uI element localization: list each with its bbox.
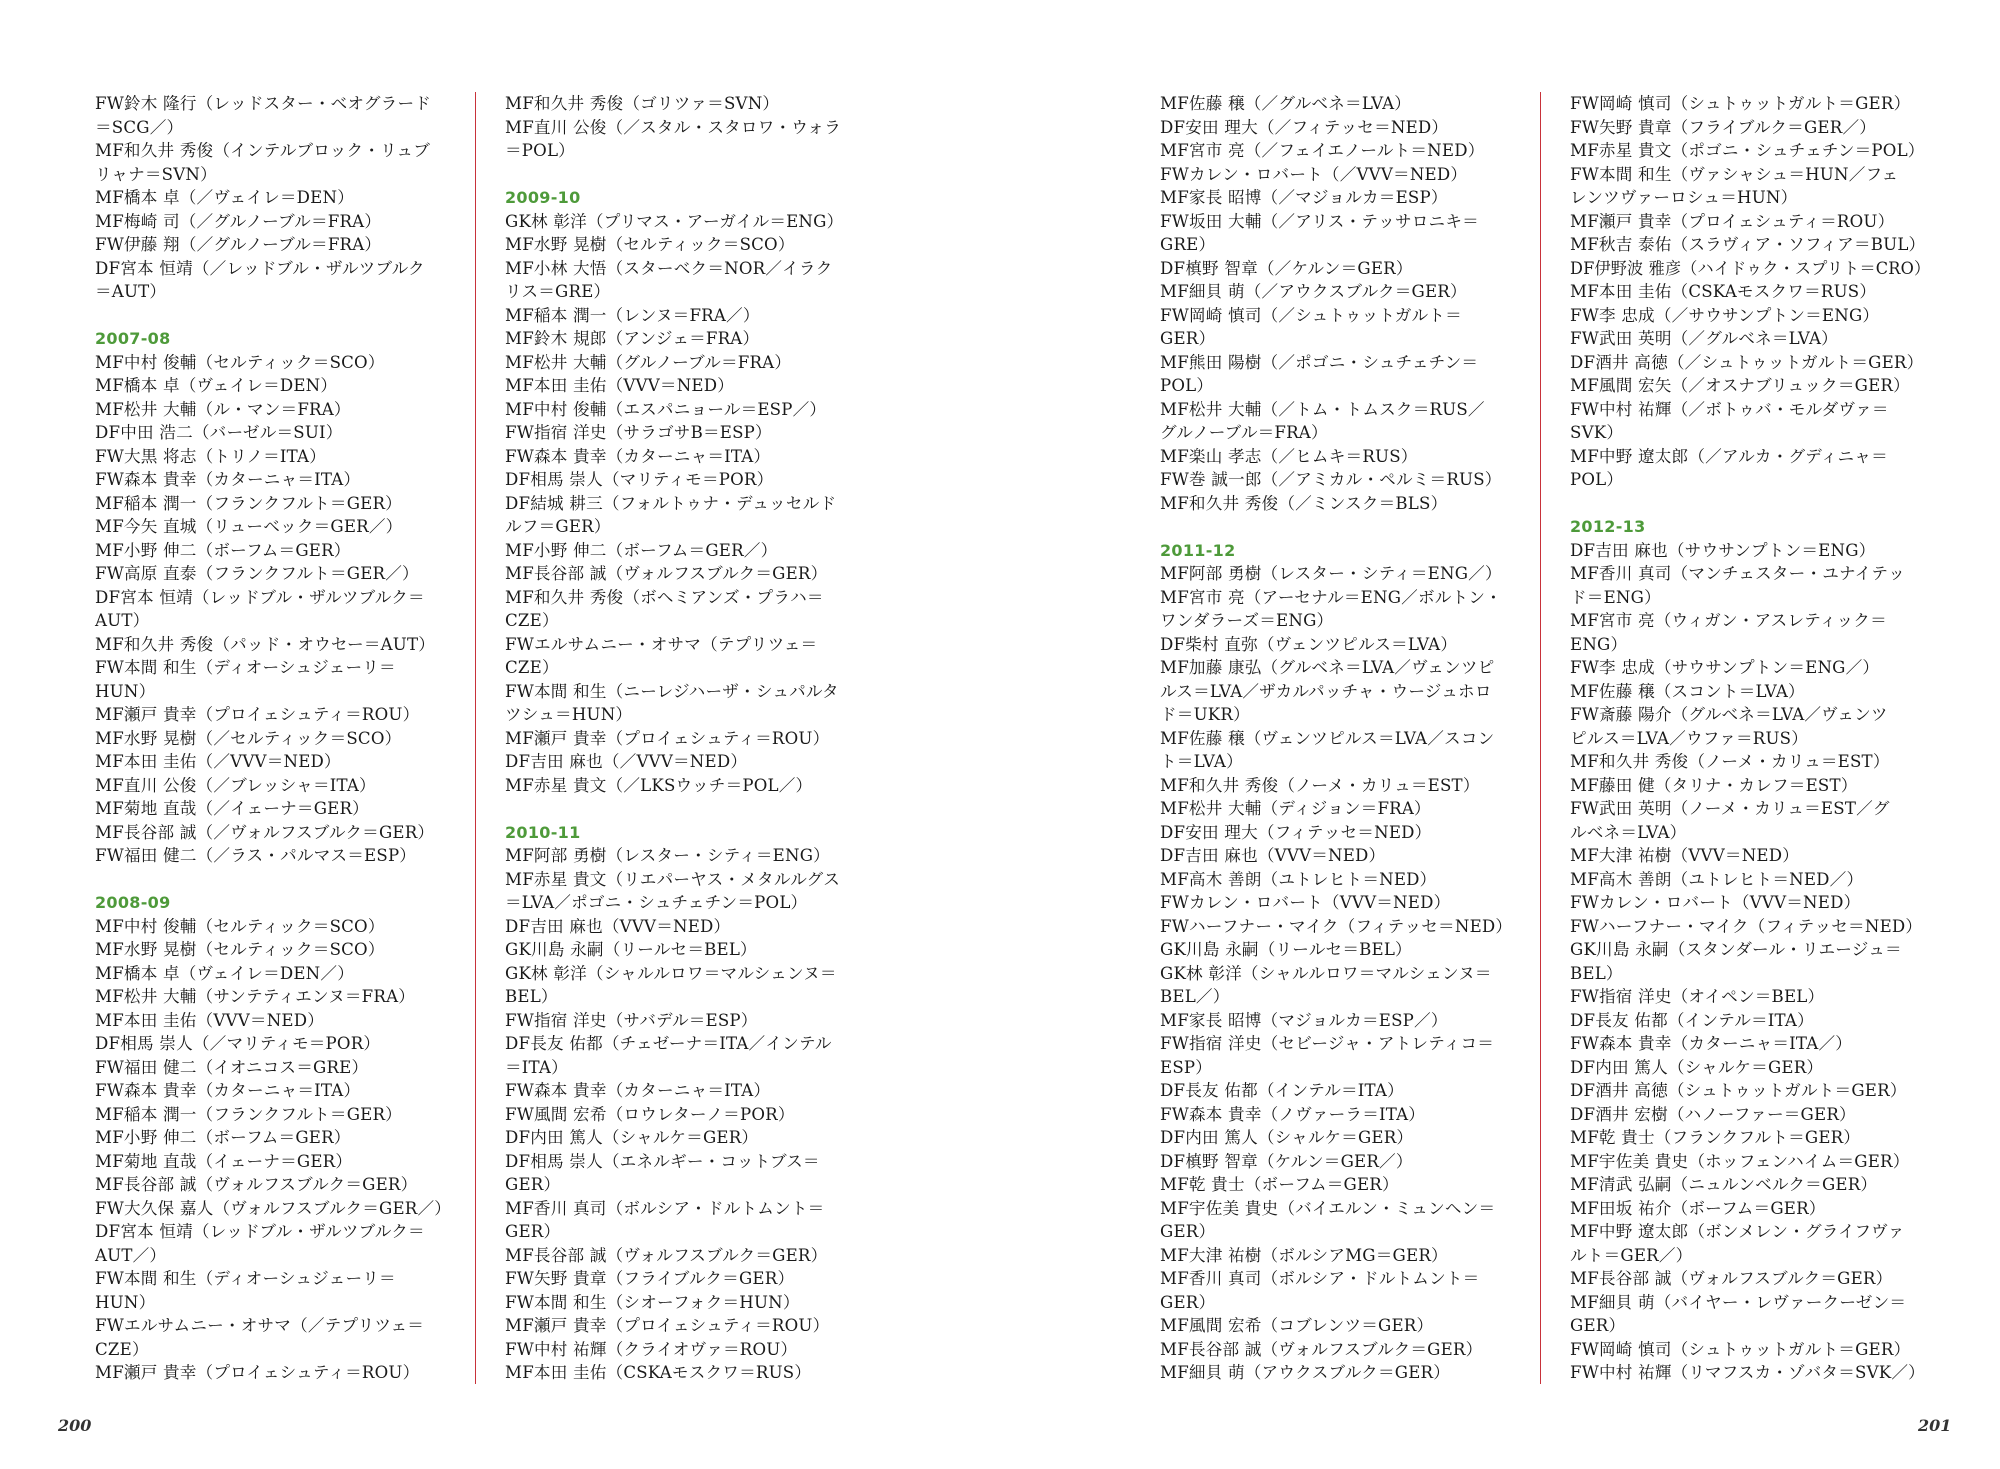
transfer-line: FW高原 直泰（フランクフルト＝GER／） <box>95 564 419 583</box>
transfer-line: FW森本 貴幸（カターニャ＝ITA） <box>95 1081 361 1100</box>
transfer-line: MF橋本 卓（ヴェイレ＝DEN） <box>95 376 338 395</box>
transfer-line: MF稲本 潤一（フランクフルト＝GER） <box>95 493 402 513</box>
transfer-line: DF内田 篤人（シャルケ＝GER） <box>505 1128 759 1147</box>
transfer-line: FW森本 貴幸（ノヴァーラ＝ITA） <box>1160 1104 1426 1124</box>
season-heading: 2012-13 <box>1570 517 1646 536</box>
transfer-line: FW指宿 洋史（サラゴサB＝ESP） <box>505 423 772 442</box>
transfer-line: MF直川 公俊（／ブレッシャ＝ITA） <box>95 775 376 795</box>
transfer-line: FW岡崎 慎司（／シュトゥットガルト＝ <box>1160 305 1462 325</box>
column-divider-right <box>1540 92 1541 1384</box>
transfer-line: MF松井 大輔（／トム・トムスク＝RUS／ <box>1160 399 1485 419</box>
transfer-line: MF橋本 卓（／ヴェイレ＝DEN） <box>95 188 354 207</box>
transfer-line: MF松井 大輔（サンテティエンヌ＝FRA） <box>95 987 416 1006</box>
transfer-line: MF松井 大輔（グルノーブル＝FRA） <box>505 352 792 372</box>
transfer-line: ＝SCG／） <box>95 117 184 137</box>
transfer-line: MF瀬戸 貴幸（プロイェシュティ＝ROU） <box>95 1363 420 1382</box>
transfer-line: MF香川 真司（マンチェスター・ユナイテッ <box>1570 564 1906 583</box>
transfer-line: MF水野 晃樹（セルティック＝SCO） <box>505 235 795 254</box>
transfer-line: MF稲本 潤一（レンヌ＝FRA／） <box>505 305 760 325</box>
transfer-line: FW指宿 洋史（オイペン＝BEL） <box>1570 987 1825 1006</box>
season-heading: 2010-11 <box>505 822 581 842</box>
transfer-line: MF小野 伸二（ボーフム＝GER） <box>95 1128 351 1147</box>
transfer-line: DF内田 篤人（シャルケ＝GER） <box>1160 1128 1414 1147</box>
transfer-line: MF和久井 秀俊（インテルブロック・リュブ <box>95 141 431 160</box>
transfer-line: BEL） <box>505 987 558 1006</box>
transfer-line: MF和久井 秀俊（ゴリツァ＝SVN） <box>505 94 780 113</box>
transfer-line: HUN） <box>95 1292 156 1312</box>
transfer-line: MF本田 圭佑（VVV＝NED） <box>505 376 735 395</box>
transfer-line: MF松井 大輔（ル・マン＝FRA） <box>95 399 351 419</box>
transfer-line: DF安田 理大（フィテッセ＝NED） <box>1160 822 1432 842</box>
transfer-line: GK川島 永嗣（リールセ＝BEL） <box>505 940 757 959</box>
season-heading: 2009-10 <box>505 188 581 207</box>
transfer-line: MF熊田 陽樹（／ポゴニ・シュチェチン＝ <box>1160 352 1479 372</box>
transfer-line: ド＝UKR） <box>1160 705 1250 724</box>
transfer-line: MF宮市 亮（アーセナル＝ENG／ボルトン・ <box>1160 587 1502 607</box>
transfer-line: グルノーブル＝FRA） <box>1160 423 1328 442</box>
transfer-line: GK林 彰洋（シャルルロワ＝マルシェンヌ＝ <box>505 963 837 983</box>
transfer-line: DF宮本 恒靖（レッドブル・ザルツブルク＝ <box>95 1222 425 1241</box>
transfer-line: ツシュ＝HUN） <box>505 705 633 724</box>
text-column-3 <box>1160 92 1520 1385</box>
column-divider-left <box>475 92 476 1384</box>
transfer-line: MF本田 圭佑（／VVV＝NED） <box>95 752 341 771</box>
transfer-line: FW岡崎 慎司（シュトゥットガルト＝GER） <box>1570 94 1911 113</box>
transfer-line: MF本田 圭佑（VVV＝NED） <box>95 1010 325 1030</box>
transfer-line: BEL） <box>1570 963 1623 983</box>
transfer-line: FW指宿 洋史（サバデル＝ESP） <box>505 1010 758 1030</box>
transfer-line: ＝AUT） <box>95 282 167 301</box>
transfer-line: ルス＝LVA／ザカルパッチャ・ウージュホロ <box>1160 681 1492 701</box>
transfer-line: MF水野 晃樹（／セルティック＝SCO） <box>95 728 402 748</box>
transfer-line: FW福田 健二（イオニコス＝GRE） <box>95 1057 369 1077</box>
transfer-line: MF和久井 秀俊（ボヘミアンズ・プラハ＝ <box>505 587 824 607</box>
transfer-line: MF小野 伸二（ボーフム＝GER） <box>95 540 351 560</box>
transfer-line: MF菊地 直哉（／イェーナ＝GER） <box>95 799 369 818</box>
transfer-line: MF赤星 貴文（ポゴニ・シュチェチン＝POL） <box>1570 141 1925 160</box>
transfer-line: FW矢野 貴章（フライブルク＝GER／） <box>1570 117 1877 137</box>
transfer-line: MF細貝 萌（バイヤー・レヴァークーゼン＝ <box>1570 1292 1907 1312</box>
transfer-line: MF瀬戸 貴幸（プロイェシュティ＝ROU） <box>505 728 830 748</box>
transfer-line: GER） <box>505 1222 561 1241</box>
transfer-line: CZE） <box>505 658 559 677</box>
transfer-line: MF大津 祐樹（VVV＝NED） <box>1570 846 1800 865</box>
transfer-line: MF中野 遼太郎（ボンメレン・グライフヴァ <box>1570 1222 1905 1241</box>
transfer-line: MF小野 伸二（ボーフム＝GER／） <box>505 540 778 560</box>
transfer-line: FWエルサムニー・オサマ（／テプリツェ＝ <box>95 1316 425 1335</box>
transfer-line: MF阿部 勇樹（レスター・シティ＝ENG） <box>505 846 830 865</box>
season-heading: 2008-09 <box>95 893 171 912</box>
transfer-line: DF長友 佑都（チェゼーナ＝ITA／インテル <box>505 1034 832 1053</box>
transfer-line: GER） <box>1570 1316 1626 1335</box>
transfer-line: FW大黒 将志（トリノ＝ITA） <box>95 446 327 466</box>
text-column-4 <box>1570 92 1930 1385</box>
transfer-line: DF相馬 崇人（／マリティモ＝POR） <box>95 1034 381 1053</box>
transfer-line: MF清武 弘嗣（ニュルンベルク＝GER） <box>1570 1175 1878 1194</box>
transfer-line: MF高木 善朗（ユトレヒト＝NED） <box>1160 869 1437 889</box>
transfer-line: MF直川 公俊（／スタル・スタロワ・ウォラ <box>505 117 842 137</box>
transfer-line: FW森本 貴幸（カターニャ＝ITA／） <box>1570 1034 1853 1053</box>
transfer-line: FW大久保 嘉人（ヴォルフスブルク＝GER／） <box>95 1198 452 1218</box>
transfer-line: MF梅崎 司（／グルノーブル＝FRA） <box>95 211 382 231</box>
transfer-line: GK林 彰洋（プリマス・アーガイル＝ENG） <box>505 211 844 231</box>
transfer-line: ENG） <box>1570 634 1628 654</box>
transfer-line: MF稲本 潤一（フランクフルト＝GER） <box>95 1104 402 1124</box>
transfer-line: MF田坂 祐介（ボーフム＝GER） <box>1570 1198 1826 1218</box>
transfer-line: MF和久井 秀俊（パッド・オウセー＝AUT） <box>95 634 436 654</box>
transfer-line: DF長友 佑都（インテル＝ITA） <box>1570 1010 1814 1030</box>
transfer-line: DF吉田 麻也（／VVV＝NED） <box>505 752 748 771</box>
transfer-line: FW指宿 洋史（セビージャ・アトレティコ＝ <box>1160 1034 1495 1053</box>
transfer-line: POL） <box>1570 470 1624 489</box>
transfer-line: FW森本 貴幸（カターニャ＝ITA） <box>505 1081 771 1100</box>
transfer-line: DF内田 篤人（シャルケ＝GER） <box>1570 1057 1824 1077</box>
transfer-line: DF伊野波 雅彦（ハイドゥク・スプリト＝CRO） <box>1570 258 1931 278</box>
transfer-line: MF香川 真司（ボルシア・ドルトムント＝ <box>505 1198 825 1218</box>
transfer-line: MF中村 俊輔（エスパニョール＝ESP／） <box>505 399 827 419</box>
transfer-line: MF秋吉 泰佑（スラヴィア・ソフィア＝BUL） <box>1570 235 1926 254</box>
transfer-line: DF酒井 高徳（シュトゥットガルト＝GER） <box>1570 1081 1907 1100</box>
transfer-line: MF小林 大悟（スターベク＝NOR／イラク <box>505 258 833 278</box>
transfer-line: DF槙野 智章（ケルン＝GER／） <box>1160 1151 1413 1171</box>
transfer-line: FWカレン・ロバート（VVV＝NED） <box>1160 893 1451 912</box>
transfer-line: DF安田 理大（／フィテッセ＝NED） <box>1160 117 1449 137</box>
transfer-line: MF宇佐美 貴史（バイエルン・ミュンヘン＝ <box>1160 1198 1496 1218</box>
transfer-line: MF佐藤 穣（／グルベネ＝LVA） <box>1160 94 1412 113</box>
transfer-line: DF宮本 恒靖（レッドブル・ザルツブルク＝ <box>95 587 425 607</box>
transfer-line: MF香川 真司（ボルシア・ドルトムント＝ <box>1160 1269 1480 1288</box>
transfer-line: リス＝GRE） <box>505 282 611 301</box>
page-number-left: 200 <box>58 1416 92 1435</box>
transfer-line: FW斎藤 陽介（グルベネ＝LVA／ヴェンツ <box>1570 705 1888 724</box>
transfer-line: DF槙野 智章（／ケルン＝GER） <box>1160 258 1413 278</box>
transfer-line: MF松井 大輔（ディジョン＝FRA） <box>1160 799 1431 818</box>
transfer-line: FW本間 和生（シオーフォク＝HUN） <box>505 1292 800 1312</box>
transfer-line: MF乾 貴士（フランクフルト＝GER） <box>1570 1128 1861 1147</box>
text-column-2 <box>505 92 865 1385</box>
transfer-line: FW森本 貴幸（カターニャ＝ITA） <box>95 470 361 489</box>
season-heading: 2011-12 <box>1160 540 1236 560</box>
transfer-line: DF酒井 高徳（／シュトゥットガルト＝GER） <box>1570 352 1924 372</box>
transfer-line: リャナ＝SVN） <box>95 164 217 184</box>
transfer-line: FW本間 和生（ディオーシュジェーリ＝ <box>95 658 396 677</box>
transfer-line: CZE） <box>505 611 559 630</box>
transfer-line: DF吉田 麻也（VVV＝NED） <box>505 916 731 936</box>
transfer-line: MF長谷部 誠（／ヴォルフスブルク＝GER） <box>95 822 435 842</box>
transfer-line: MF長谷部 誠（ヴォルフスブルク＝GER） <box>505 1245 828 1265</box>
transfer-line: FWカレン・ロバート（VVV＝NED） <box>1570 893 1861 912</box>
transfer-line: MF水野 晃樹（セルティック＝SCO） <box>95 940 385 959</box>
transfer-line: MF宇佐美 貴史（ホッフェンハイム＝GER） <box>1570 1151 1910 1171</box>
transfer-line: FW李 忠成（／サウサンプトン＝ENG） <box>1570 305 1880 325</box>
transfer-line: MF中村 俊輔（セルティック＝SCO） <box>95 916 385 936</box>
transfer-line: MF長谷部 誠（ヴォルフスブルク＝GER） <box>95 1175 418 1194</box>
transfer-line: DF長友 佑都（インテル＝ITA） <box>1160 1081 1404 1100</box>
transfer-line: ワンダラーズ＝ENG） <box>1160 611 1334 630</box>
transfer-line: MF瀬戸 貴幸（プロイェシュティ＝ROU） <box>505 1316 830 1335</box>
transfer-line: ルフ＝GER） <box>505 517 611 536</box>
transfer-line: POL） <box>1160 376 1214 395</box>
transfer-line: ピルス＝LVA／ウファ＝RUS） <box>1570 728 1809 748</box>
transfer-line: MF楽山 孝志（／ヒムキ＝RUS） <box>1160 446 1418 466</box>
transfer-line: MF細貝 萌（アウクスブルク＝GER） <box>1160 1363 1450 1382</box>
transfer-line: GK林 彰洋（シャルルロワ＝マルシェンヌ＝ <box>1160 963 1492 983</box>
transfer-line: MF赤星 貴文（／LKSウッチ＝POL／） <box>505 775 813 795</box>
transfer-line: SVK） <box>1570 423 1624 442</box>
season-heading: 2007-08 <box>95 329 171 348</box>
transfer-line: FW伊藤 翔（／グルノーブル＝FRA） <box>95 235 382 254</box>
transfer-line: DF結城 耕三（フォルトゥナ・デュッセルド <box>505 493 837 513</box>
transfer-line: MF長谷部 誠（ヴォルフスブルク＝GER） <box>505 564 828 583</box>
transfer-line: MF高木 善朗（ユトレヒト＝NED／） <box>1570 869 1864 889</box>
transfer-line: FW李 忠成（サウサンプトン＝ENG／） <box>1570 658 1880 677</box>
transfer-line: FW風間 宏希（ロウレターノ＝POR） <box>505 1104 795 1124</box>
page-number-right: 201 <box>1918 1416 1952 1435</box>
transfer-line: MF宮市 亮（／フェイエノールト＝NED） <box>1160 141 1485 160</box>
transfer-line: MF鈴木 規郎（アンジェ＝FRA） <box>505 329 760 348</box>
transfer-line: FW矢野 貴章（フライブルク＝GER） <box>505 1269 795 1288</box>
transfer-line: GER） <box>505 1175 561 1194</box>
transfer-line: DF酒井 宏樹（ハノーファー＝GER） <box>1570 1104 1856 1124</box>
transfer-line: MF瀬戸 貴幸（プロイェシュティ＝ROU） <box>95 705 420 724</box>
transfer-line: FW中村 祐輝（クライオヴァ＝ROU） <box>505 1339 798 1359</box>
transfer-line: MF加藤 康弘（グルベネ＝LVA／ヴェンツピ <box>1160 658 1495 677</box>
transfer-line: DF吉田 麻也（VVV＝NED） <box>1160 846 1386 865</box>
transfer-line: MF橋本 卓（ヴェイレ＝DEN／） <box>95 963 354 983</box>
transfer-line: FW岡崎 慎司（シュトゥットガルト＝GER） <box>1570 1339 1911 1359</box>
transfer-line: MF家長 昭博（マジョルカ＝ESP／） <box>1160 1010 1448 1030</box>
transfer-line: AUT／） <box>95 1245 167 1265</box>
transfer-line: FW巻 誠一郎（／アミカル・ペルミ＝RUS） <box>1160 470 1502 489</box>
transfer-line: DF宮本 恒靖（／レッドブル・ザルツブルク <box>95 258 425 278</box>
transfer-line: MF藤田 健（タリナ・カレフ＝EST） <box>1570 775 1858 795</box>
transfer-line: MF瀬戸 貴幸（プロイェシュティ＝ROU） <box>1570 211 1895 231</box>
transfer-line: MF風間 宏矢（／オスナブリュック＝GER） <box>1570 376 1910 395</box>
transfer-line: GK川島 永嗣（スタンダール・リエージュ＝ <box>1570 940 1902 959</box>
transfer-line: MF阿部 勇樹（レスター・シティ＝ENG／） <box>1160 564 1502 583</box>
transfer-line: BEL／） <box>1160 987 1230 1006</box>
transfer-line: MF長谷部 誠（ヴォルフスブルク＝GER） <box>1160 1339 1483 1359</box>
transfer-line: MF長谷部 誠（ヴォルフスブルク＝GER） <box>1570 1269 1893 1288</box>
transfer-line: FW鈴木 隆行（レッドスター・ベオグラード <box>95 94 432 113</box>
transfer-line: MF中村 俊輔（セルティック＝SCO） <box>95 352 385 372</box>
transfer-line: MF赤星 貴文（リエパーヤス・メタルルグス <box>505 869 841 889</box>
transfer-line: MF大津 祐樹（ボルシアMG＝GER） <box>1160 1245 1448 1265</box>
transfer-line: MF和久井 秀俊（ノーメ・カリュ＝EST） <box>1570 752 1890 771</box>
transfer-line: MF佐藤 穣（ヴェンツピルス＝LVA／スコン <box>1160 728 1495 748</box>
transfer-line: ト＝LVA） <box>1160 752 1243 771</box>
transfer-line: FW本間 和生（ヴァシャシュ＝HUN／フェ <box>1570 164 1899 184</box>
transfer-line: FWハーフナー・マイク（フィテッセ＝NED） <box>1570 916 1923 936</box>
transfer-line: MF今矢 直城（リューベック＝GER／） <box>95 517 403 536</box>
transfer-line: CZE） <box>95 1339 149 1359</box>
transfer-line: FW福田 健二（／ラス・パルマス＝ESP） <box>95 846 417 865</box>
transfer-line: FWハーフナー・マイク（フィテッセ＝NED） <box>1160 916 1513 936</box>
transfer-line: MF風間 宏希（コブレンツ＝GER） <box>1160 1316 1434 1335</box>
transfer-line: ＝POL） <box>505 141 575 160</box>
transfer-line: GER） <box>1160 329 1216 348</box>
transfer-line: MF和久井 秀俊（／ミンスク＝BLS） <box>1160 493 1448 513</box>
transfer-line: レンツヴァーロシュ＝HUN） <box>1570 188 1798 207</box>
transfer-line: ド＝ENG） <box>1570 587 1661 607</box>
transfer-line: FW武田 英明（ノーメ・カリュ＝EST／グ <box>1570 799 1890 818</box>
transfer-line: FW坂田 大輔（／アリス・テッサロニキ＝ <box>1160 211 1479 231</box>
transfer-line: MF本田 圭佑（CSKAモスクワ＝RUS） <box>505 1363 812 1382</box>
transfer-line: FW本間 和生（ディオーシュジェーリ＝ <box>95 1269 396 1288</box>
transfer-line: MF細貝 萌（／アウクスブルク＝GER） <box>1160 282 1467 301</box>
transfer-line: FWカレン・ロバート（／VVV＝NED） <box>1160 164 1468 184</box>
transfer-line: DF相馬 崇人（マリティモ＝POR） <box>505 470 774 489</box>
transfer-line: HUN） <box>95 681 156 701</box>
transfer-line: DF吉田 麻也（サウサンプトン＝ENG） <box>1570 540 1876 560</box>
transfer-line: MF菊地 直哉（イェーナ＝GER） <box>95 1151 353 1171</box>
transfer-line: MF家長 昭博（／マジョルカ＝ESP） <box>1160 188 1448 207</box>
transfer-line: FW中村 祐輝（／ボトゥバ・モルダヴァ＝ <box>1570 399 1889 419</box>
transfer-line: ルベネ＝LVA） <box>1570 822 1687 842</box>
transfer-line: ＝LVA／ポゴニ・シュチェチン＝POL） <box>505 893 808 912</box>
transfer-line: GRE） <box>1160 235 1216 254</box>
transfer-line: MF中野 遼太郎（／アルカ・グディニャ＝ <box>1570 446 1888 466</box>
transfer-line: FW本間 和生（ニーレジハーザ・シュパルタ <box>505 681 839 701</box>
transfer-line: DF中田 浩二（バーゼル＝SUI） <box>95 423 343 442</box>
transfer-line: FW中村 祐輝（リマフスカ・ゾバタ＝SVK／） <box>1570 1363 1925 1382</box>
transfer-line: ルト＝GER／） <box>1570 1245 1693 1265</box>
transfer-line: MF乾 貴士（ボーフム＝GER） <box>1160 1175 1399 1194</box>
transfer-line: DF相馬 崇人（エネルギー・コットブス＝ <box>505 1151 820 1171</box>
transfer-line: AUT） <box>95 611 150 630</box>
transfer-line: GK川島 永嗣（リールセ＝BEL） <box>1160 940 1412 959</box>
transfer-line: ESP） <box>1160 1057 1213 1077</box>
transfer-line: MF宮市 亮（ウィガン・アスレティック＝ <box>1570 611 1887 630</box>
transfer-line: MF本田 圭佑（CSKAモスクワ＝RUS） <box>1570 282 1877 301</box>
transfer-line: GER） <box>1160 1222 1216 1241</box>
transfer-line: DF柴村 直弥（ヴェンツピルス＝LVA） <box>1160 634 1458 654</box>
transfer-line: ＝ITA） <box>505 1057 568 1077</box>
transfer-line: FW武田 英明（／グルベネ＝LVA） <box>1570 329 1838 348</box>
transfer-line: MF和久井 秀俊（ノーメ・カリュ＝EST） <box>1160 775 1480 795</box>
transfer-line: FWエルサムニー・オサマ（テプリツェ＝ <box>505 634 818 654</box>
transfer-line: GER） <box>1160 1292 1216 1312</box>
transfer-line: MF佐藤 穣（スコント＝LVA） <box>1570 681 1805 701</box>
transfer-line: FW森本 貴幸（カターニャ＝ITA） <box>505 446 771 466</box>
text-column-1 <box>95 92 455 1385</box>
